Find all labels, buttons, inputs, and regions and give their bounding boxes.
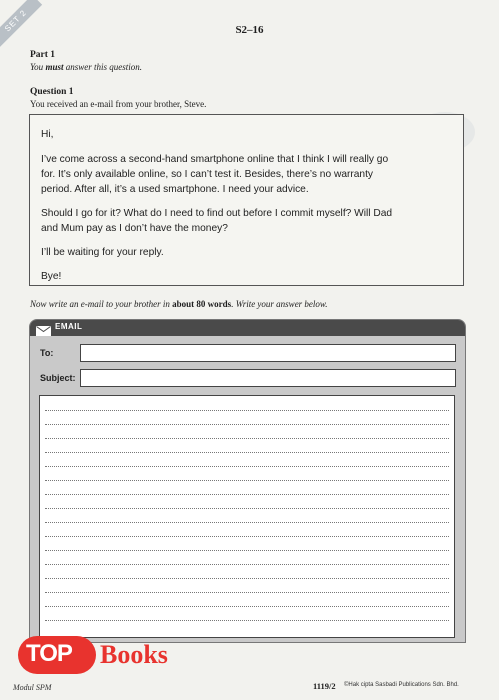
footer-copyright: ©Hak cipta Sasbadi Publications Sdn. Bhd. [344, 682, 459, 688]
logo-top-badge [18, 636, 96, 674]
email-body-field[interactable] [39, 395, 455, 638]
writing-line [45, 592, 449, 593]
letter-p1-line1: I’ve come across a second-hand smartphone online that I think I will really go [41, 154, 389, 165]
part-title: Part 1 [30, 50, 56, 60]
writing-line [45, 522, 449, 523]
writing-line [45, 452, 449, 453]
letter-p1-line3: period. After all, it’s a used smartphone. I need your advice. [41, 184, 309, 195]
brother-email-box [29, 114, 464, 286]
subject-label: Subject: [40, 373, 76, 383]
to-label: To: [40, 348, 54, 358]
email-form-panel [29, 319, 466, 643]
question-title: Question 1 [30, 87, 74, 97]
subject-field[interactable] [80, 369, 456, 387]
task-instruction-bold: about 80 words [172, 299, 232, 309]
envelope-icon [36, 323, 51, 341]
email-form-header [30, 320, 465, 336]
writing-line [45, 508, 449, 509]
writing-line [45, 438, 449, 439]
footer-module: Modul SPM [13, 683, 52, 692]
question-intro: You received an e-mail from your brother, Steve. [30, 99, 207, 109]
letter-signoff: Bye! [41, 271, 62, 282]
writing-line [45, 410, 449, 411]
task-instruction-post: . Write your answer below. [231, 299, 328, 309]
writing-line [45, 480, 449, 481]
page-number: S2–16 [235, 24, 264, 36]
writing-line [45, 466, 449, 467]
part-instruction-bold: must [45, 62, 64, 72]
footer-code: 1119/2 [313, 681, 336, 691]
letter-p3: I’ll be waiting for your reply. [41, 247, 164, 258]
writing-line [45, 606, 449, 607]
part-instruction-pre: You [30, 62, 46, 72]
letter-greeting: Hi, [41, 129, 54, 140]
letter-p2-line2: and Mum pay as I don’t have the money? [41, 223, 228, 234]
writing-line [45, 550, 449, 551]
writing-line [45, 424, 449, 425]
part-instruction [30, 62, 142, 72]
writing-line [45, 620, 449, 621]
writing-line [45, 564, 449, 565]
logo-top-text: TOP [26, 640, 72, 667]
task-instruction-pre: Now write an e-mail to your brother in [30, 299, 173, 309]
writing-line [45, 494, 449, 495]
letter-p2-line1: Should I go for it? What do I need to find out before I commit myself? Will Dad [41, 208, 393, 219]
part-instruction-post: answer this question. [63, 62, 142, 72]
writing-line [45, 536, 449, 537]
to-field[interactable] [80, 344, 456, 362]
set-corner-tab: SET 2 [0, 0, 42, 47]
task-instruction [30, 299, 328, 309]
logo-books-text: Books [100, 640, 168, 669]
topbooks-logo [18, 636, 188, 674]
email-header-label: EMAIL [55, 322, 83, 331]
writing-line [45, 578, 449, 579]
letter-p1-line2: for. It’s only available online, so I can’t test it. Besides, there’s no warranty [41, 169, 374, 180]
